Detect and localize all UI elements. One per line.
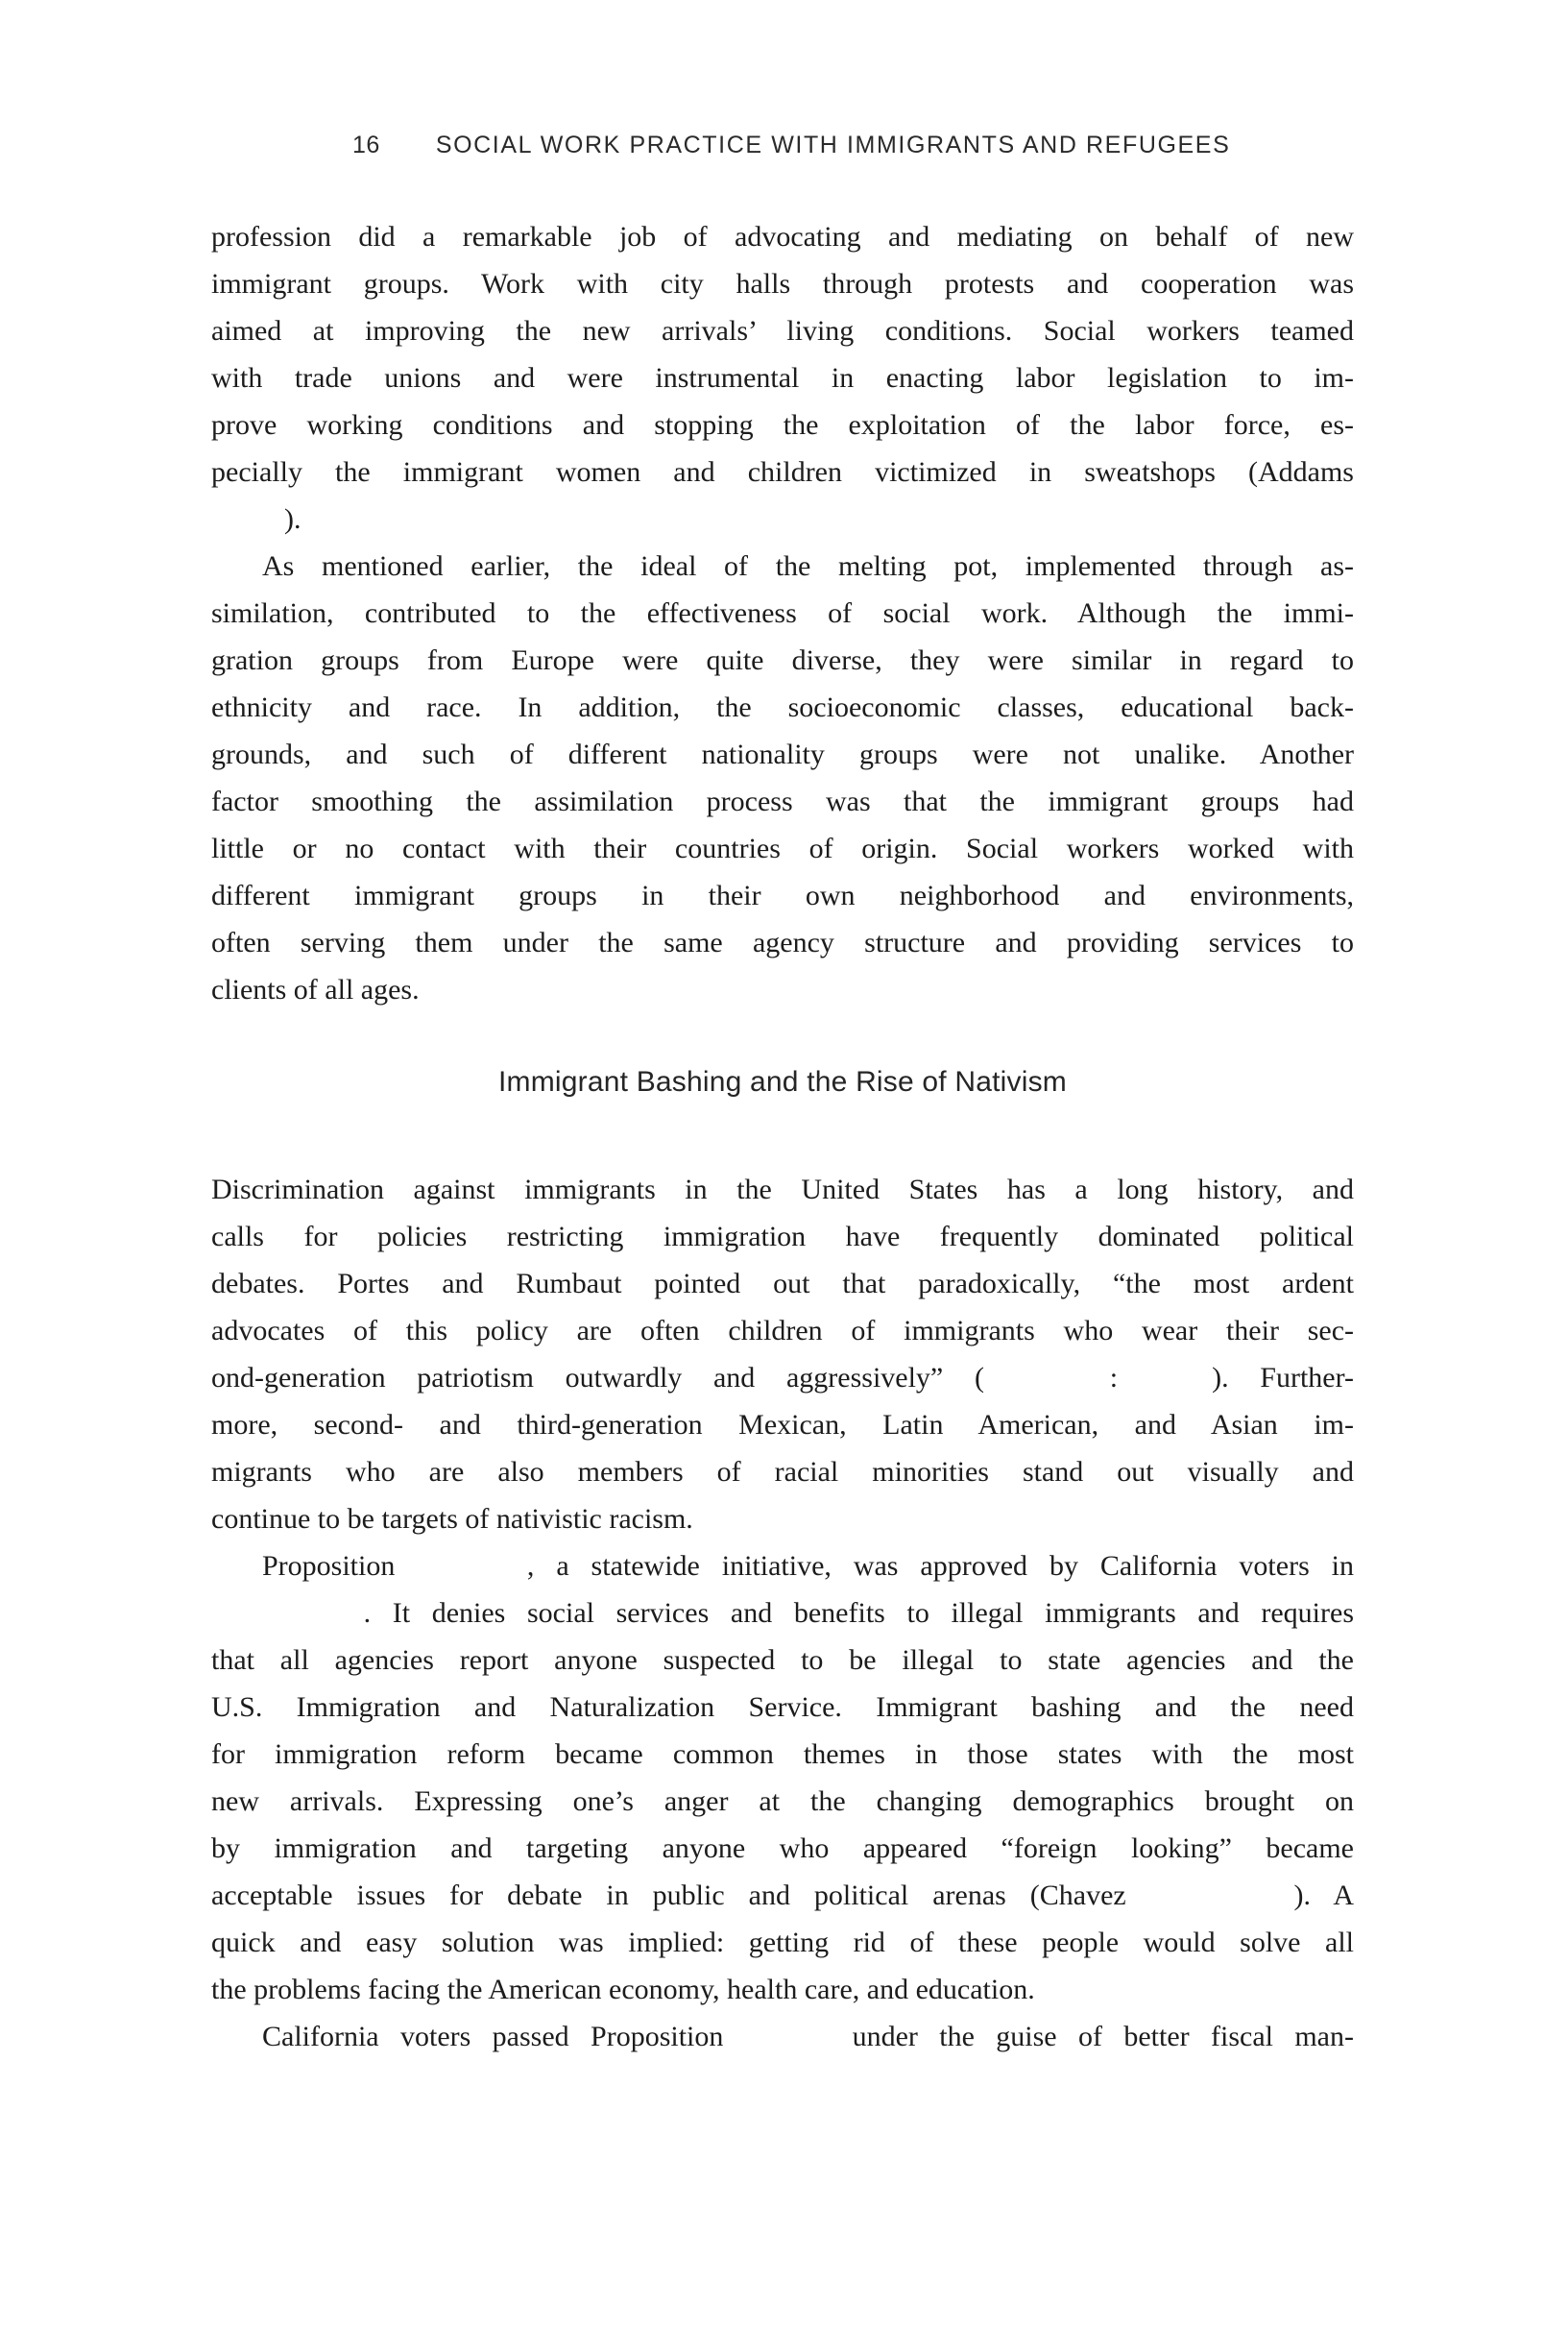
text-line: factor smoothing the assimilation process was that the immigrant groups had	[211, 786, 1354, 817]
text-line: more, second- and third-generation Mexican, Latin American, and Asian im-	[211, 1409, 1354, 1441]
text-line: for immigration reform became common themes in those states with the most	[211, 1738, 1354, 1770]
section-heading: Immigrant Bashing and the Rise of Nativism	[498, 1066, 1067, 1098]
paragraph	[211, 543, 1354, 1013]
text-line: often serving them under the same agency structure and providing services to	[211, 927, 1354, 958]
text-line: gration groups from Europe were quite diverse, they were similar in regard to	[211, 644, 1354, 676]
text-line: As mentioned earlier, the ideal of the melting pot, implemented through as-	[262, 550, 1354, 582]
text-line: different immigrant groups in their own neighborhood and environments,	[211, 880, 1354, 911]
paragraph	[211, 1166, 1354, 1542]
text-line: ond-generation patriotism outwardly and aggressively” ( : ). Further-	[211, 1362, 1354, 1394]
text-line: Discrimination against immigrants in the United States has a long history, and	[211, 1174, 1354, 1205]
content-column	[211, 130, 1354, 2060]
text-line: grounds, and such of different nationality groups were not unalike. Another	[211, 739, 1354, 770]
text-line: immigrant groups. Work with city halls through protests and cooperation was	[211, 268, 1354, 300]
page-number: 16	[352, 132, 380, 158]
text-line: quick and easy solution was implied: getting rid of these people would solve all	[211, 1927, 1354, 1958]
text-line: similation, contributed to the effectiveness of social work. Although the immi-	[211, 597, 1354, 629]
text-line: aimed at improving the new arrivals’ living conditions. Social workers teamed	[211, 315, 1354, 347]
text-line: with trade unions and were instrumental in enacting labor legislation to im-	[211, 362, 1354, 394]
text-line: . It denies social services and benefits to illegal immigrants and requires	[211, 1597, 1354, 1629]
text-line: profession did a remarkable job of advocating and mediating on behalf of new	[211, 221, 1354, 253]
text-line: U.S. Immigration and Naturalization Service. Immigrant bashing and the need	[211, 1691, 1354, 1723]
text-line: advocates of this policy are often children of immigrants who wear their sec-	[211, 1315, 1354, 1346]
text-line: new arrivals. Expressing one’s anger at the changing demographics brought on	[211, 1785, 1354, 1817]
text-line: California voters passed Proposition under the guise of better fiscal man-	[262, 2021, 1354, 2052]
paragraph	[211, 2013, 1354, 2060]
text-line: the problems facing the American economy, health care, and education.	[211, 1974, 1035, 2005]
page-body	[211, 213, 1354, 2060]
text-line: clients of all ages.	[211, 974, 420, 1006]
paragraph	[211, 213, 1354, 543]
text-line: Proposition , a statewide initiative, was approved by California voters in	[262, 1550, 1354, 1582]
text-line: calls for policies restricting immigration have frequently dominated political	[211, 1221, 1354, 1252]
text-line: debates. Portes and Rumbaut pointed out that paradoxically, “the most ardent	[211, 1268, 1354, 1299]
running-title: SOCIAL WORK PRACTICE WITH IMMIGRANTS AND REFUGEES	[435, 132, 1231, 158]
text-line: pecially the immigrant women and children victimized in sweatshops (Addams	[211, 456, 1354, 488]
text-line: that all agencies report anyone suspected to be illegal to state agencies and the	[211, 1644, 1354, 1676]
text-line: acceptable issues for debate in public and political arenas (Chavez ). A	[211, 1879, 1354, 1911]
text-line: ).	[284, 503, 302, 535]
text-line: little or no contact with their countries of origin. Social workers worked with	[211, 833, 1354, 864]
text-line: ethnicity and race. In addition, the socioeconomic classes, educational back-	[211, 691, 1354, 723]
running-header	[211, 130, 1354, 161]
text-line: prove working conditions and stopping the exploitation of the labor force, es-	[211, 409, 1354, 441]
text-line: migrants who are also members of racial minorities stand out visually and	[211, 1456, 1354, 1488]
paragraph	[211, 1542, 1354, 2013]
text-line: by immigration and targeting anyone who appeared “foreign looking” became	[211, 1832, 1354, 1864]
text-line: continue to be targets of nativistic racism.	[211, 1503, 693, 1535]
